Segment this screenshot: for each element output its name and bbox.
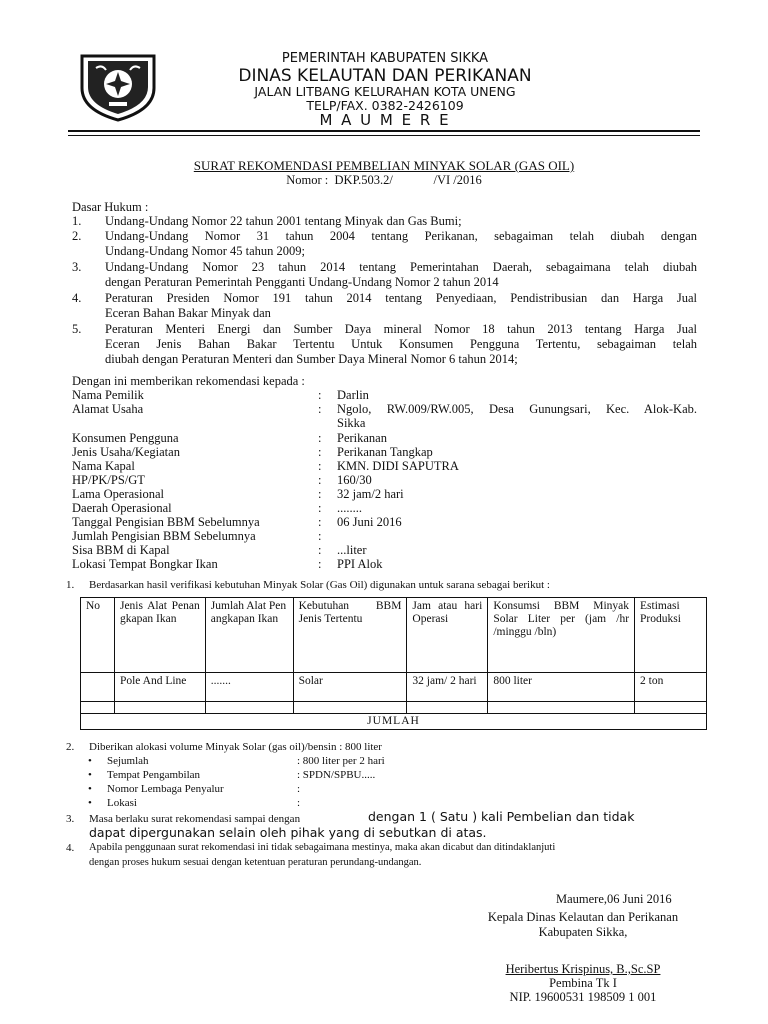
- table-header-cell: Jam atau hari Operasi: [407, 598, 488, 673]
- table-total-label: JUMLAH: [81, 714, 707, 730]
- bullet-label: Sejumlah: [107, 755, 149, 767]
- field-value: Darlin: [337, 388, 369, 402]
- field-label: Tanggal Pengisian BBM Sebelumnya: [72, 515, 260, 529]
- field-colon: :: [318, 487, 322, 501]
- field-value: 06 Juni 2016: [337, 515, 402, 529]
- header-phone: TELP/FAX. 0382-2426109: [306, 98, 464, 113]
- letter-title: SURAT REKOMENDASI PEMBELIAN MINYAK SOLAR (GAS OIL): [193, 158, 575, 173]
- bullet-value: :: [297, 783, 301, 795]
- table-header-cell: Kebutuhan BBM Jenis Tertentu: [293, 598, 407, 673]
- table-cell: 2 ton: [635, 673, 707, 702]
- field-value: Perikanan: [337, 431, 387, 445]
- signature-office-regency: Kabupaten Sikka,: [538, 925, 628, 939]
- table-header-cell: No: [81, 598, 115, 673]
- header-city: M A U M E R E: [319, 111, 451, 129]
- legal-basis-number: 5.: [72, 322, 82, 336]
- field-label: Alamat Usaha: [72, 402, 144, 416]
- table-cell: [205, 702, 293, 714]
- header-divider-thin: [68, 135, 700, 136]
- table-cell: [114, 702, 205, 714]
- bullet-label: Tempat Pengambilan: [107, 769, 201, 781]
- field-label: Jumlah Pengisian BBM Sebelumnya: [72, 529, 256, 543]
- table-header-cell: Konsumsi BBM Minyak Solar Liter per (jam /hr /minggu /bln): [488, 598, 635, 673]
- point-3-text-emphasis: dengan 1 ( Satu ) kali Pembelian dan tidak: [368, 809, 635, 824]
- legal-basis-text: Eceran Jenis Bahan Bakar Tertentu Untuk Konsumen Pengguna Tertentu, sebagaiman telah: [105, 337, 697, 351]
- field-colon: :: [318, 459, 322, 473]
- table-total-row: [81, 714, 707, 730]
- table-cell: [81, 702, 115, 714]
- field-label: Nama Pemilik: [72, 388, 144, 402]
- regency-emblem-icon: [76, 50, 160, 122]
- legal-basis-text: Undang-Undang Nomor 45 tahun 2009;: [105, 244, 305, 258]
- bullet-icon: •: [88, 783, 92, 795]
- bullet-label: Lokasi: [107, 797, 137, 809]
- field-colon: :: [318, 515, 322, 529]
- table-header-cell: Estimasi Produksi: [635, 598, 707, 673]
- legal-basis-text: Peraturan Presiden Nomor 191 tahun 2014 tentang Penyediaan, Pendistribusian dan Harga Jual: [105, 291, 697, 305]
- field-value: Ngolo, RW.009/RW.005, Desa Gunungsari, Kec. Alok-Kab.: [337, 402, 697, 416]
- field-label: Daerah Operasional: [72, 501, 172, 515]
- legal-basis-text: dengan Peraturan Pemerintah Pengganti Undang-Undang Nomor 2 tahun 2014: [105, 275, 499, 289]
- field-label: Sisa BBM di Kapal: [72, 543, 170, 557]
- table-header-cell: Jenis Alat Penangkapan Ikan: [114, 598, 205, 673]
- legal-basis-number: 3.: [72, 260, 82, 274]
- header-address: JALAN LITBANG KELURAHAN KOTA UNENG: [254, 84, 516, 99]
- table-cell: [635, 702, 707, 714]
- fuel-requirement-table: [80, 597, 707, 730]
- bullet-icon: •: [88, 797, 92, 809]
- signatory-rank: Pembina Tk I: [549, 976, 617, 990]
- field-colon: :: [318, 543, 322, 557]
- field-label: HP/PK/PS/GT: [72, 473, 145, 487]
- point-number: 3.: [66, 813, 75, 825]
- point-2-text: Diberikan alokasi volume Minyak Solar (gas oil)/bensin : 800 liter: [89, 741, 382, 753]
- point-number: 2.: [66, 741, 75, 753]
- bullet-icon: •: [88, 769, 92, 781]
- field-value: PPI Alok: [337, 557, 383, 571]
- legal-basis-number: 1.: [72, 214, 82, 228]
- bullet-icon: •: [88, 755, 92, 767]
- field-value: 160/30: [337, 473, 372, 487]
- table-cell: [488, 702, 635, 714]
- legal-basis-number: 4.: [72, 291, 82, 305]
- table-header-row: [81, 598, 707, 673]
- point-1-text: Berdasarkan hasil verifikasi kebutuhan Minyak Solar (Gas Oil) digunakan untuk sarana sebagai berikut :: [89, 579, 550, 591]
- field-colon: :: [318, 557, 322, 571]
- bullet-value: :: [297, 797, 301, 809]
- table-cell: [293, 702, 407, 714]
- point-3-text-continued: dapat dipergunakan selain oleh pihak yang di sebutkan di atas.: [89, 825, 487, 840]
- field-label: Jenis Usaha/Kegiatan: [72, 445, 180, 459]
- table-empty-row: [81, 702, 707, 714]
- header-divider-thick: [68, 130, 700, 132]
- field-label: Lama Operasional: [72, 487, 164, 501]
- table-cell: [81, 673, 115, 702]
- legal-basis-number: 2.: [72, 229, 82, 243]
- bullet-value: : 800 liter per 2 hari: [297, 755, 385, 767]
- recommendation-intro: Dengan ini memberikan rekomendasi kepada :: [72, 374, 305, 388]
- letter-number: Nomor : DKP.503.2/ /VI /2016: [286, 173, 482, 187]
- signature-office: Kepala Dinas Kelautan dan Perikanan: [487, 910, 679, 924]
- point-4-text-continued: dengan proses hukum sesuai dengan ketentuan peraturan perundang-undangan.: [89, 857, 422, 868]
- field-value: 32 jam/2 hari: [337, 487, 404, 501]
- legal-basis-text: Eceran Bahan Bakar Minyak dan: [105, 306, 271, 320]
- signatory-nip: NIP. 19600531 198509 1 001: [509, 990, 657, 1004]
- field-value: KMN. DIDI SAPUTRA: [337, 459, 459, 473]
- field-label: Lokasi Tempat Bongkar Ikan: [72, 557, 218, 571]
- signatory-name: Heribertus Krispinus, B.,Sc.SP: [505, 962, 661, 976]
- table-header-cell: Jumlah Alat Penangkapan Ikan: [205, 598, 293, 673]
- field-label: Konsumen Pengguna: [72, 431, 179, 445]
- legal-basis-text: Undang-Undang Nomor 22 tahun 2001 tentang Minyak dan Gas Bumi;: [105, 214, 462, 228]
- point-3-text: Masa berlaku surat rekomendasi sampai dengan: [89, 813, 301, 825]
- field-colon: :: [318, 431, 322, 445]
- legal-basis-text: Peraturan Menteri Energi dan Sumber Daya mineral Nomor 18 tahun 2013 tentang Harga Jual: [105, 322, 697, 336]
- table-cell: 800 liter: [488, 673, 635, 702]
- field-colon: :: [318, 529, 322, 543]
- header-office-name: DINAS KELAUTAN DAN PERIKANAN: [238, 66, 532, 86]
- field-colon: :: [318, 388, 322, 402]
- point-number: 1.: [66, 579, 75, 591]
- table-cell: Pole And Line: [114, 673, 205, 702]
- legal-basis-text: Undang-Undang Nomor 23 tahun 2014 tentang Pemerintahan Daerah, sebagaimana telah diubah: [105, 260, 697, 274]
- field-value: ...liter: [337, 543, 367, 557]
- legal-basis-text: Undang-Undang Nomor 31 tahun 2004 tentang Perikanan, sebagaiman telah diubah dengan: [105, 229, 697, 243]
- field-colon: :: [318, 402, 322, 416]
- table-cell: 32 jam/ 2 hari: [407, 673, 488, 702]
- legal-basis-text: diubah dengan Peraturan Menteri dan Sumber Daya Mineral Nomor 6 tahun 2014;: [105, 352, 518, 366]
- table-cell: Solar: [293, 673, 407, 702]
- field-value: Perikanan Tangkap: [337, 445, 433, 459]
- table-row: [81, 673, 707, 702]
- signature-place-date: Maumere,06 Juni 2016: [556, 892, 672, 906]
- point-number: 4.: [66, 842, 75, 854]
- field-value-continued: Sikka: [337, 416, 366, 430]
- table-cell: [407, 702, 488, 714]
- field-colon: :: [318, 445, 322, 459]
- field-label: Nama Kapal: [72, 459, 135, 473]
- field-value: ........: [337, 501, 362, 515]
- legal-basis-heading: Dasar Hukum :: [72, 200, 149, 214]
- field-colon: :: [318, 501, 322, 515]
- bullet-label: Nomor Lembaga Penyalur: [107, 783, 224, 795]
- point-4-text: Apabila penggunaan surat rekomendasi ini tidak sebagaimana mestinya, maka akan dicabut dan ditindaklanjuti: [89, 842, 556, 853]
- bullet-value: : SPDN/SPBU.....: [297, 769, 376, 781]
- header-government: PEMERINTAH KABUPATEN SIKKA: [281, 51, 489, 66]
- field-colon: :: [318, 473, 322, 487]
- table-cell: .......: [205, 673, 293, 702]
